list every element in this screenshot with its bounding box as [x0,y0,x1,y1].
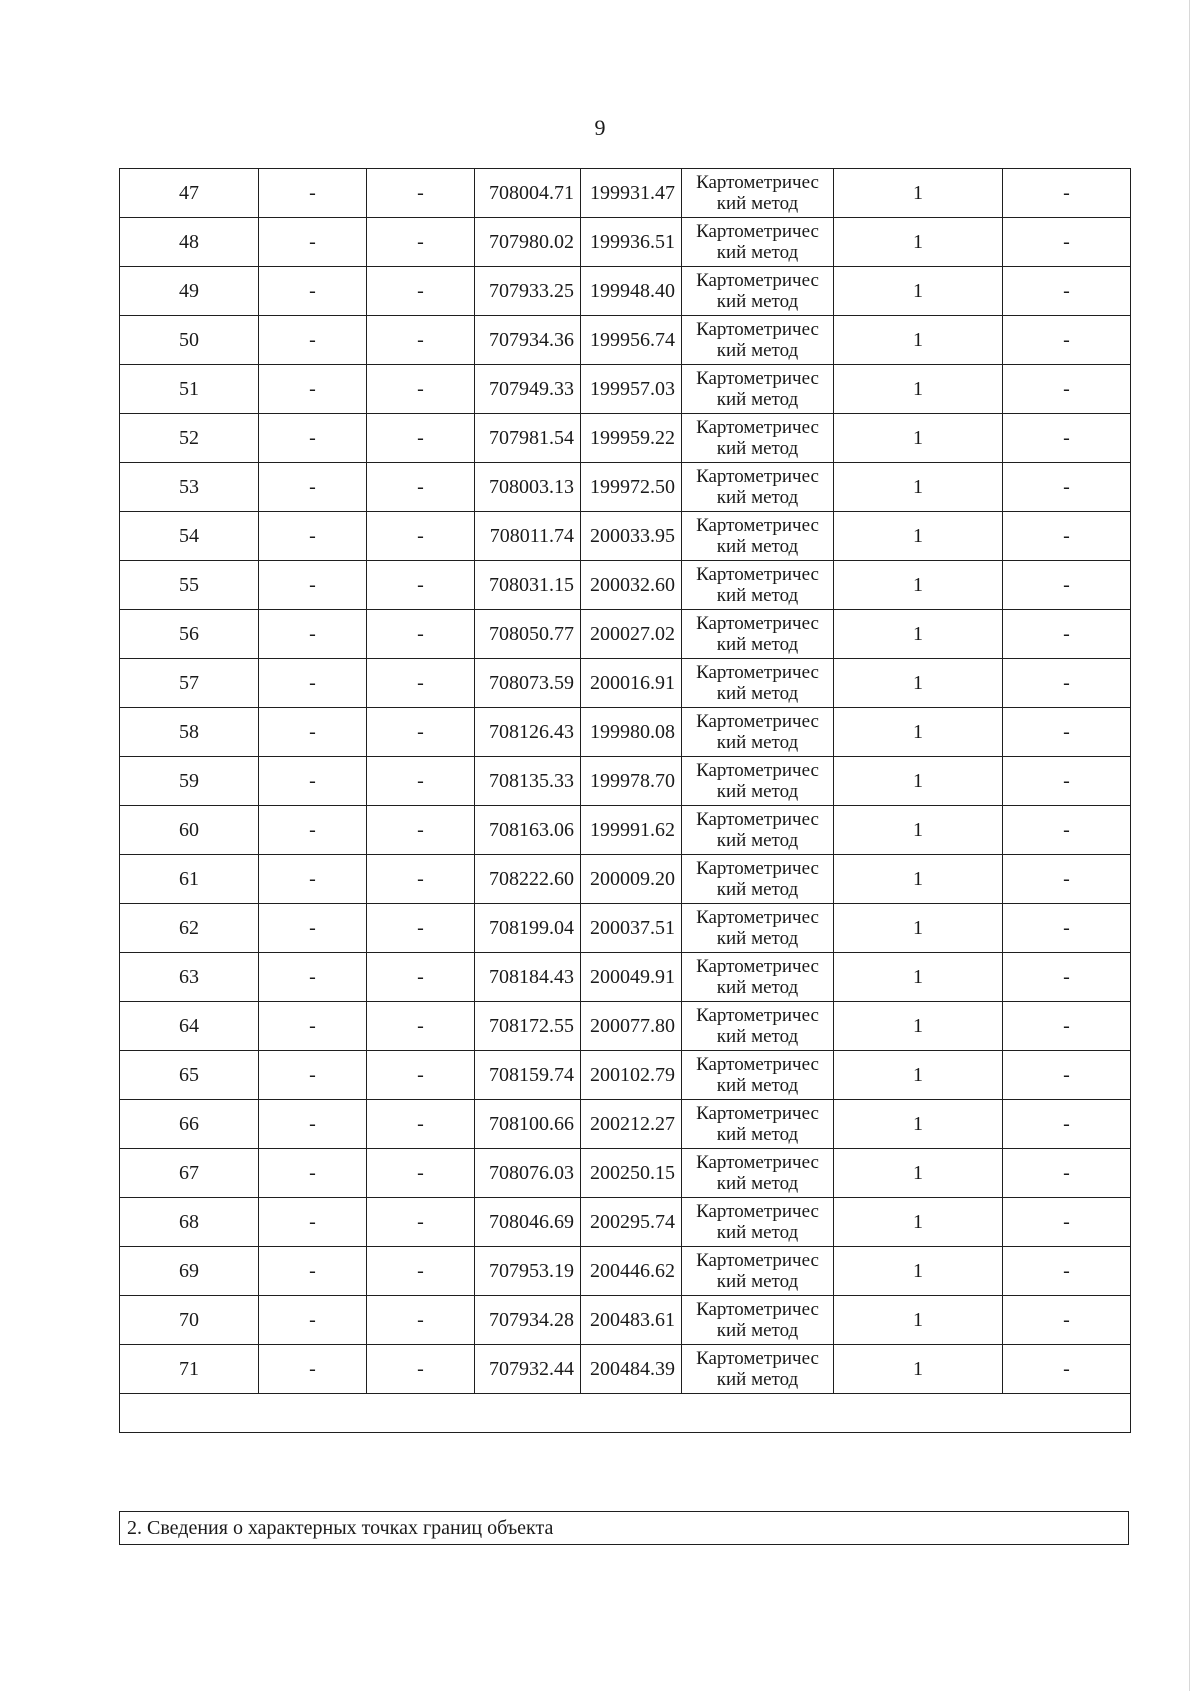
accuracy-cell: 1 [834,1149,1003,1198]
note-cell: - [1003,1100,1131,1149]
dash-cell: - [259,1051,367,1100]
y-coordinate-cell: 199991.62 [581,806,682,855]
y-coordinate-cell: 200037.51 [581,904,682,953]
table-row [120,1198,1131,1247]
dash-cell: - [259,659,367,708]
note-cell: - [1003,1247,1131,1296]
x-coordinate-cell: 707953.19 [475,1247,581,1296]
table-row [120,169,1131,218]
point-number-cell: 60 [120,806,259,855]
dash-cell: - [367,904,475,953]
dash-cell: - [367,561,475,610]
dash-cell: - [367,218,475,267]
x-coordinate-cell: 708199.04 [475,904,581,953]
method-cell: Картометричес кий метод [682,1345,834,1394]
point-number-cell: 58 [120,708,259,757]
y-coordinate-cell: 199957.03 [581,365,682,414]
point-number-cell: 62 [120,904,259,953]
method-cell: Картометричес кий метод [682,659,834,708]
page-number: 9 [594,115,606,140]
accuracy-cell: 1 [834,904,1003,953]
x-coordinate-cell: 708073.59 [475,659,581,708]
accuracy-cell: 1 [834,414,1003,463]
accuracy-cell: 1 [834,708,1003,757]
method-cell: Картометричес кий метод [682,1247,834,1296]
dash-cell: - [367,1296,475,1345]
point-number-cell: 50 [120,316,259,365]
point-number-cell: 49 [120,267,259,316]
y-coordinate-cell: 200295.74 [581,1198,682,1247]
accuracy-cell: 1 [834,610,1003,659]
table-row [120,1149,1131,1198]
point-number-cell: 63 [120,953,259,1002]
table-row [120,708,1131,757]
method-cell: Картометричес кий метод [682,512,834,561]
table-row [120,218,1131,267]
table-row [120,757,1131,806]
note-cell: - [1003,806,1131,855]
note-cell: - [1003,708,1131,757]
dash-cell: - [367,169,475,218]
point-number-cell: 55 [120,561,259,610]
method-cell: Картометричес кий метод [682,610,834,659]
dash-cell: - [259,169,367,218]
dash-cell: - [259,1296,367,1345]
note-cell: - [1003,218,1131,267]
table-row [120,1296,1131,1345]
empty-cell [120,1394,1131,1433]
y-coordinate-cell: 199931.47 [581,169,682,218]
x-coordinate-cell: 708135.33 [475,757,581,806]
dash-cell: - [259,218,367,267]
point-number-cell: 57 [120,659,259,708]
accuracy-cell: 1 [834,365,1003,414]
y-coordinate-cell: 200027.02 [581,610,682,659]
section-2-title: 2. Сведения о характерных точках границ объекта [119,1511,1129,1545]
accuracy-cell: 1 [834,659,1003,708]
table-row [120,1100,1131,1149]
point-number-cell: 56 [120,610,259,659]
method-cell: Картометричес кий метод [682,414,834,463]
x-coordinate-cell: 708126.43 [475,708,581,757]
y-coordinate-cell: 199959.22 [581,414,682,463]
point-number-cell: 68 [120,1198,259,1247]
point-number-cell: 52 [120,414,259,463]
dash-cell: - [259,953,367,1002]
x-coordinate-cell: 707934.36 [475,316,581,365]
x-coordinate-cell: 707933.25 [475,267,581,316]
table-row [120,512,1131,561]
accuracy-cell: 1 [834,855,1003,904]
method-cell: Картометричес кий метод [682,1051,834,1100]
x-coordinate-cell: 707980.02 [475,218,581,267]
accuracy-cell: 1 [834,561,1003,610]
dash-cell: - [367,1051,475,1100]
method-cell: Картометричес кий метод [682,267,834,316]
accuracy-cell: 1 [834,267,1003,316]
dash-cell: - [259,512,367,561]
table-row [120,1345,1131,1394]
y-coordinate-cell: 200483.61 [581,1296,682,1345]
point-number-cell: 65 [120,1051,259,1100]
note-cell: - [1003,855,1131,904]
dash-cell: - [367,708,475,757]
x-coordinate-cell: 708172.55 [475,1002,581,1051]
note-cell: - [1003,316,1131,365]
table-row [120,1051,1131,1100]
table-row [120,1002,1131,1051]
method-cell: Картометричес кий метод [682,708,834,757]
dash-cell: - [259,1198,367,1247]
point-number-cell: 54 [120,512,259,561]
coordinates-table [119,168,1131,1433]
dash-cell: - [367,463,475,512]
accuracy-cell: 1 [834,512,1003,561]
table-row [120,414,1131,463]
x-coordinate-cell: 708222.60 [475,855,581,904]
note-cell: - [1003,610,1131,659]
table-row [120,953,1131,1002]
note-cell: - [1003,512,1131,561]
accuracy-cell: 1 [834,218,1003,267]
dash-cell: - [259,463,367,512]
method-cell: Картометричес кий метод [682,757,834,806]
empty-table-row [120,1394,1131,1433]
dash-cell: - [367,659,475,708]
point-number-cell: 61 [120,855,259,904]
x-coordinate-cell: 708003.13 [475,463,581,512]
dash-cell: - [259,757,367,806]
y-coordinate-cell: 200009.20 [581,855,682,904]
point-number-cell: 69 [120,1247,259,1296]
method-cell: Картометричес кий метод [682,169,834,218]
x-coordinate-cell: 707932.44 [475,1345,581,1394]
dash-cell: - [367,1247,475,1296]
dash-cell: - [367,316,475,365]
accuracy-cell: 1 [834,757,1003,806]
y-coordinate-cell: 200033.95 [581,512,682,561]
x-coordinate-cell: 708076.03 [475,1149,581,1198]
method-cell: Картометричес кий метод [682,855,834,904]
dash-cell: - [367,1002,475,1051]
x-coordinate-cell: 708046.69 [475,1198,581,1247]
y-coordinate-cell: 200102.79 [581,1051,682,1100]
accuracy-cell: 1 [834,316,1003,365]
dash-cell: - [259,904,367,953]
dash-cell: - [259,708,367,757]
table-row [120,659,1131,708]
accuracy-cell: 1 [834,1051,1003,1100]
dash-cell: - [367,757,475,806]
note-cell: - [1003,1002,1131,1051]
method-cell: Картометричес кий метод [682,561,834,610]
table-row [120,316,1131,365]
x-coordinate-cell: 708031.15 [475,561,581,610]
dash-cell: - [259,1247,367,1296]
table-row [120,610,1131,659]
note-cell: - [1003,1345,1131,1394]
method-cell: Картометричес кий метод [682,463,834,512]
coordinates-table-body [120,169,1131,1433]
point-number-cell: 64 [120,1002,259,1051]
y-coordinate-cell: 199972.50 [581,463,682,512]
dash-cell: - [367,953,475,1002]
method-cell: Картометричес кий метод [682,1149,834,1198]
table-row [120,463,1131,512]
x-coordinate-cell: 708163.06 [475,806,581,855]
accuracy-cell: 1 [834,953,1003,1002]
point-number-cell: 59 [120,757,259,806]
table-row [120,267,1131,316]
y-coordinate-cell: 200212.27 [581,1100,682,1149]
point-number-cell: 51 [120,365,259,414]
dash-cell: - [367,855,475,904]
note-cell: - [1003,1296,1131,1345]
x-coordinate-cell: 707949.33 [475,365,581,414]
dash-cell: - [367,1198,475,1247]
dash-cell: - [259,365,367,414]
dash-cell: - [259,1002,367,1051]
point-number-cell: 47 [120,169,259,218]
note-cell: - [1003,757,1131,806]
point-number-cell: 71 [120,1345,259,1394]
dash-cell: - [259,316,367,365]
x-coordinate-cell: 708011.74 [475,512,581,561]
method-cell: Картометричес кий метод [682,316,834,365]
x-coordinate-cell: 708159.74 [475,1051,581,1100]
accuracy-cell: 1 [834,1345,1003,1394]
y-coordinate-cell: 199978.70 [581,757,682,806]
y-coordinate-cell: 199948.40 [581,267,682,316]
method-cell: Картометричес кий метод [682,1100,834,1149]
y-coordinate-cell: 199956.74 [581,316,682,365]
accuracy-cell: 1 [834,463,1003,512]
y-coordinate-cell: 199936.51 [581,218,682,267]
table-row [120,1247,1131,1296]
dash-cell: - [259,1345,367,1394]
note-cell: - [1003,659,1131,708]
note-cell: - [1003,1051,1131,1100]
point-number-cell: 48 [120,218,259,267]
dash-cell: - [259,561,367,610]
point-number-cell: 67 [120,1149,259,1198]
table-row [120,365,1131,414]
accuracy-cell: 1 [834,1198,1003,1247]
table-row [120,855,1131,904]
y-coordinate-cell: 200446.62 [581,1247,682,1296]
dash-cell: - [259,1100,367,1149]
table-row [120,561,1131,610]
accuracy-cell: 1 [834,806,1003,855]
note-cell: - [1003,365,1131,414]
y-coordinate-cell: 200049.91 [581,953,682,1002]
y-coordinate-cell: 199980.08 [581,708,682,757]
accuracy-cell: 1 [834,1002,1003,1051]
x-coordinate-cell: 708004.71 [475,169,581,218]
note-cell: - [1003,414,1131,463]
note-cell: - [1003,267,1131,316]
dash-cell: - [367,267,475,316]
y-coordinate-cell: 200077.80 [581,1002,682,1051]
y-coordinate-cell: 200484.39 [581,1345,682,1394]
note-cell: - [1003,1198,1131,1247]
dash-cell: - [259,855,367,904]
dash-cell: - [259,414,367,463]
note-cell: - [1003,904,1131,953]
dash-cell: - [259,267,367,316]
note-cell: - [1003,463,1131,512]
note-cell: - [1003,561,1131,610]
method-cell: Картометричес кий метод [682,1296,834,1345]
method-cell: Картометричес кий метод [682,365,834,414]
dash-cell: - [367,414,475,463]
x-coordinate-cell: 708050.77 [475,610,581,659]
point-number-cell: 70 [120,1296,259,1345]
point-number-cell: 53 [120,463,259,512]
accuracy-cell: 1 [834,1247,1003,1296]
note-cell: - [1003,169,1131,218]
dash-cell: - [259,806,367,855]
note-cell: - [1003,1149,1131,1198]
dash-cell: - [367,365,475,414]
x-coordinate-cell: 708100.66 [475,1100,581,1149]
accuracy-cell: 1 [834,169,1003,218]
table-row [120,904,1131,953]
method-cell: Картометричес кий метод [682,953,834,1002]
x-coordinate-cell: 707934.28 [475,1296,581,1345]
dash-cell: - [367,1149,475,1198]
accuracy-cell: 1 [834,1296,1003,1345]
dash-cell: - [259,1149,367,1198]
point-number-cell: 66 [120,1100,259,1149]
y-coordinate-cell: 200016.91 [581,659,682,708]
page-edge-line [1189,0,1190,1691]
dash-cell: - [367,610,475,659]
dash-cell: - [367,1100,475,1149]
dash-cell: - [367,1345,475,1394]
note-cell: - [1003,953,1131,1002]
x-coordinate-cell: 707981.54 [475,414,581,463]
table-row [120,806,1131,855]
y-coordinate-cell: 200250.15 [581,1149,682,1198]
accuracy-cell: 1 [834,1100,1003,1149]
method-cell: Картометричес кий метод [682,1198,834,1247]
dash-cell: - [367,806,475,855]
y-coordinate-cell: 200032.60 [581,561,682,610]
method-cell: Картометричес кий метод [682,806,834,855]
method-cell: Картометричес кий метод [682,904,834,953]
x-coordinate-cell: 708184.43 [475,953,581,1002]
dash-cell: - [259,610,367,659]
dash-cell: - [367,512,475,561]
method-cell: Картометричес кий метод [682,1002,834,1051]
method-cell: Картометричес кий метод [682,218,834,267]
